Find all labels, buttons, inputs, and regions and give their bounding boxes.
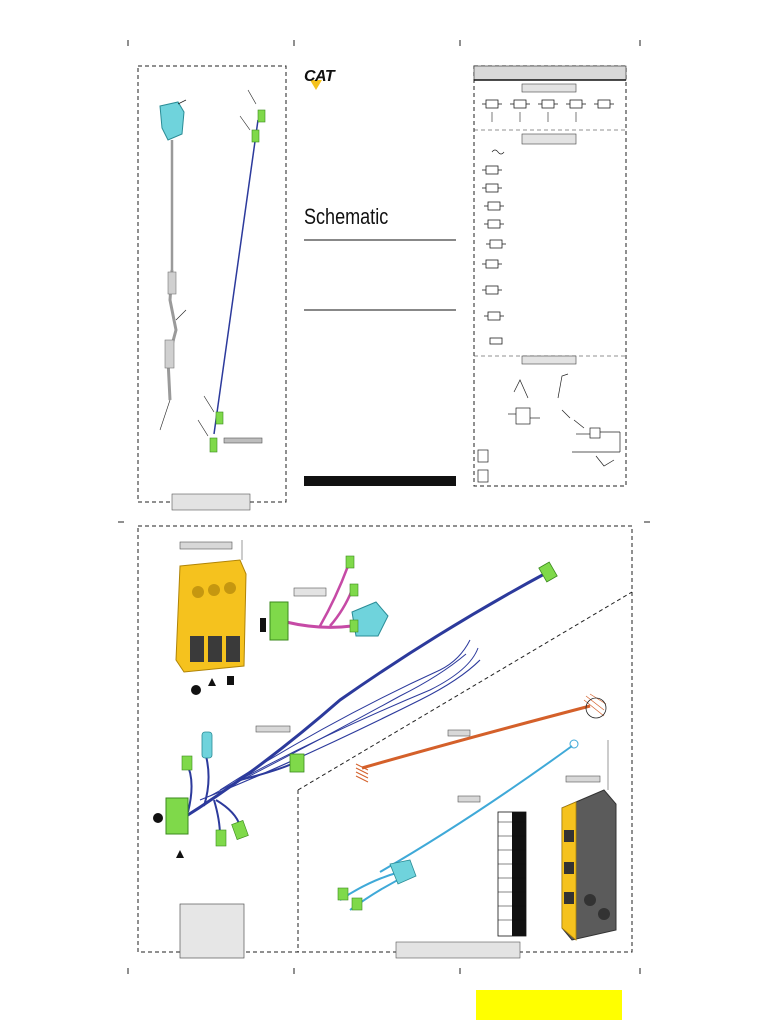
page-title: Schematic: [304, 204, 389, 229]
brand-logo: CAT: [304, 68, 335, 85]
yellow-label-tag: [476, 990, 622, 1020]
title-column: [304, 80, 456, 486]
pin-table: [498, 812, 526, 936]
upper-left-panel: [138, 66, 286, 510]
lower-panel: [138, 526, 632, 958]
side-module: [562, 740, 616, 940]
legend-panel: [474, 66, 626, 486]
ecm-module: [176, 540, 246, 672]
